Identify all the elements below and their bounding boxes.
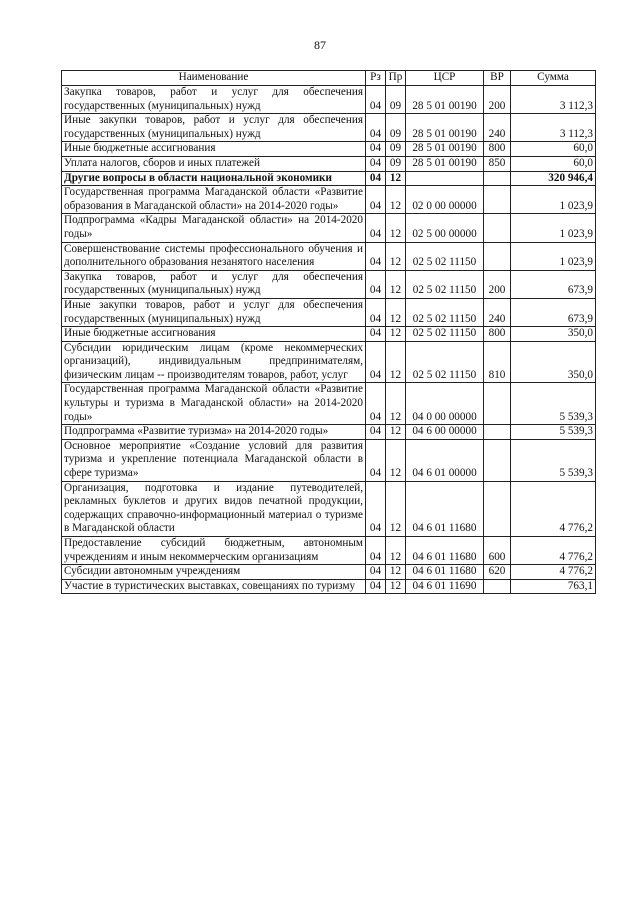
row-pr: 12 bbox=[386, 383, 406, 425]
row-pr: 09 bbox=[386, 142, 406, 157]
table-row bbox=[62, 579, 596, 594]
row-vr bbox=[484, 579, 511, 594]
row-name: Государственная программа Магаданской области «Развитие образования в Магаданской области» на 2014-2020 годы» bbox=[62, 186, 366, 214]
row-name: Иные бюджетные ассигнования bbox=[62, 142, 366, 157]
table-row bbox=[62, 270, 596, 298]
header-name: Наименование bbox=[62, 71, 366, 86]
row-pr: 09 bbox=[386, 86, 406, 114]
table-row bbox=[62, 186, 596, 214]
row-sum: 1 023,9 bbox=[511, 186, 596, 214]
row-pr: 12 bbox=[386, 439, 406, 481]
row-sum: 3 112,3 bbox=[511, 86, 596, 114]
row-rz: 04 bbox=[366, 142, 386, 157]
row-vr: 200 bbox=[484, 86, 511, 114]
row-name: Подпрограмма «Развитие туризма» на 2014-2020 годы» bbox=[62, 425, 366, 440]
row-rz: 04 bbox=[366, 383, 386, 425]
table-row bbox=[62, 481, 596, 536]
table-row bbox=[62, 156, 596, 171]
row-name: Другие вопросы в области национальной экономики bbox=[62, 171, 366, 186]
row-csr bbox=[406, 171, 484, 186]
row-sum: 4 776,2 bbox=[511, 481, 596, 536]
row-pr: 12 bbox=[386, 298, 406, 326]
row-vr: 800 bbox=[484, 327, 511, 342]
row-rz: 04 bbox=[366, 327, 386, 342]
row-name: Субсидии юридическим лицам (кроме некоммерческих организаций), индивидуальным предпринимателям, физическим лицам -- производителям товаров, работ, услуг bbox=[62, 341, 366, 383]
row-csr: 28 5 01 00190 bbox=[406, 86, 484, 114]
header-sum: Сумма bbox=[511, 71, 596, 86]
row-name: Иные закупки товаров, работ и услуг для обеспечения государственных (муниципальных) нужд bbox=[62, 114, 366, 142]
row-rz: 04 bbox=[366, 579, 386, 594]
row-sum: 673,9 bbox=[511, 270, 596, 298]
row-rz: 04 bbox=[366, 298, 386, 326]
table-row bbox=[62, 537, 596, 565]
row-csr: 02 5 02 11150 bbox=[406, 341, 484, 383]
row-sum: 5 539,3 bbox=[511, 439, 596, 481]
row-name: Участие в туристических выставках, совещаниях по туризму bbox=[62, 579, 366, 594]
row-pr: 12 bbox=[386, 341, 406, 383]
row-rz: 04 bbox=[366, 156, 386, 171]
row-name: Закупка товаров, работ и услуг для обеспечения государственных (муниципальных) нужд bbox=[62, 270, 366, 298]
row-sum: 1 023,9 bbox=[511, 214, 596, 242]
row-csr: 04 6 01 11680 bbox=[406, 481, 484, 536]
row-vr: 800 bbox=[484, 142, 511, 157]
row-vr bbox=[484, 214, 511, 242]
table-header-row bbox=[62, 71, 596, 86]
row-csr: 02 5 02 11150 bbox=[406, 242, 484, 270]
table-row bbox=[62, 341, 596, 383]
table-row bbox=[62, 425, 596, 440]
row-sum: 5 539,3 bbox=[511, 425, 596, 440]
row-vr: 850 bbox=[484, 156, 511, 171]
table-row bbox=[62, 242, 596, 270]
row-name: Государственная программа Магаданской области «Развитие культуры и туризма в Магаданской области» на 2014-2020 годы» bbox=[62, 383, 366, 425]
row-sum: 3 112,3 bbox=[511, 114, 596, 142]
row-sum: 350,0 bbox=[511, 341, 596, 383]
table-row bbox=[62, 142, 596, 157]
row-name: Иные закупки товаров, работ и услуг для обеспечения государственных (муниципальных) нужд bbox=[62, 298, 366, 326]
row-vr bbox=[484, 186, 511, 214]
row-vr bbox=[484, 242, 511, 270]
row-sum: 5 539,3 bbox=[511, 383, 596, 425]
row-vr: 240 bbox=[484, 298, 511, 326]
row-vr: 200 bbox=[484, 270, 511, 298]
row-sum: 60,0 bbox=[511, 142, 596, 157]
row-pr: 12 bbox=[386, 270, 406, 298]
row-name: Иные бюджетные ассигнования bbox=[62, 327, 366, 342]
page-number: 87 bbox=[314, 38, 326, 52]
row-vr: 620 bbox=[484, 565, 511, 580]
row-name: Организация, подготовка и издание путеводителей, рекламных буклетов и других видов печатной продукции, содержащих справочно-информационный материал о туризме в Магаданской области bbox=[62, 481, 366, 536]
row-csr: 28 5 01 00190 bbox=[406, 156, 484, 171]
row-rz: 04 bbox=[366, 186, 386, 214]
table-row bbox=[62, 565, 596, 580]
row-pr: 12 bbox=[386, 481, 406, 536]
row-vr bbox=[484, 425, 511, 440]
row-csr: 04 6 01 11680 bbox=[406, 565, 484, 580]
header-pr: Пр bbox=[386, 71, 406, 86]
row-sum: 673,9 bbox=[511, 298, 596, 326]
row-csr: 02 5 02 11150 bbox=[406, 298, 484, 326]
row-csr: 04 6 01 00000 bbox=[406, 439, 484, 481]
row-rz: 04 bbox=[366, 242, 386, 270]
header-csr: ЦСР bbox=[406, 71, 484, 86]
row-rz: 04 bbox=[366, 565, 386, 580]
header-rz: Рз bbox=[366, 71, 386, 86]
row-sum: 4 776,2 bbox=[511, 565, 596, 580]
row-sum: 60,0 bbox=[511, 156, 596, 171]
row-csr: 04 6 00 00000 bbox=[406, 425, 484, 440]
row-pr: 12 bbox=[386, 327, 406, 342]
row-vr: 600 bbox=[484, 537, 511, 565]
row-rz: 04 bbox=[366, 537, 386, 565]
row-rz: 04 bbox=[366, 270, 386, 298]
row-csr: 04 6 01 11680 bbox=[406, 537, 484, 565]
row-sum: 320 946,4 bbox=[511, 171, 596, 186]
row-name: Закупка товаров, работ и услуг для обеспечения государственных (муниципальных) нужд bbox=[62, 86, 366, 114]
table-row bbox=[62, 214, 596, 242]
table-row bbox=[62, 383, 596, 425]
row-name: Субсидии автономным учреждениям bbox=[62, 565, 366, 580]
row-vr: 810 bbox=[484, 341, 511, 383]
table-row bbox=[62, 86, 596, 114]
row-sum: 763,1 bbox=[511, 579, 596, 594]
row-pr: 12 bbox=[386, 537, 406, 565]
row-pr: 12 bbox=[386, 565, 406, 580]
table-body bbox=[62, 86, 596, 594]
row-csr: 02 0 00 00000 bbox=[406, 186, 484, 214]
row-csr: 04 6 01 11690 bbox=[406, 579, 484, 594]
table-row bbox=[62, 298, 596, 326]
row-pr: 12 bbox=[386, 579, 406, 594]
row-rz: 04 bbox=[366, 425, 386, 440]
row-name: Подпрограмма «Кадры Магаданской области» на 2014-2020 годы» bbox=[62, 214, 366, 242]
table-row bbox=[62, 327, 596, 342]
table-row bbox=[62, 439, 596, 481]
row-vr bbox=[484, 481, 511, 536]
row-name: Предоставление субсидий бюджетным, автономным учреждениям и иным некоммерческим организациям bbox=[62, 537, 366, 565]
row-name: Основное мероприятие «Создание условий для развития туризма и укрепление потенциала Магаданской области в сфере туризма» bbox=[62, 439, 366, 481]
row-rz: 04 bbox=[366, 341, 386, 383]
table-row bbox=[62, 114, 596, 142]
row-csr: 28 5 01 00190 bbox=[406, 114, 484, 142]
row-rz: 04 bbox=[366, 171, 386, 186]
row-pr: 12 bbox=[386, 171, 406, 186]
row-pr: 12 bbox=[386, 242, 406, 270]
row-pr: 09 bbox=[386, 114, 406, 142]
table-row bbox=[62, 171, 596, 186]
row-vr: 240 bbox=[484, 114, 511, 142]
row-name: Совершенствование системы профессионального обучения и дополнительного образования незанятого населения bbox=[62, 242, 366, 270]
row-csr: 02 5 02 11150 bbox=[406, 270, 484, 298]
row-rz: 04 bbox=[366, 214, 386, 242]
row-rz: 04 bbox=[366, 481, 386, 536]
row-name: Уплата налогов, сборов и иных платежей bbox=[62, 156, 366, 171]
row-rz: 04 bbox=[366, 439, 386, 481]
row-csr: 02 5 02 11150 bbox=[406, 327, 484, 342]
row-vr bbox=[484, 171, 511, 186]
row-sum: 4 776,2 bbox=[511, 537, 596, 565]
row-pr: 09 bbox=[386, 156, 406, 171]
header-vr: ВР bbox=[484, 71, 511, 86]
row-rz: 04 bbox=[366, 86, 386, 114]
row-csr: 28 5 01 00190 bbox=[406, 142, 484, 157]
row-vr bbox=[484, 383, 511, 425]
row-pr: 12 bbox=[386, 425, 406, 440]
row-rz: 04 bbox=[366, 114, 386, 142]
row-sum: 1 023,9 bbox=[511, 242, 596, 270]
budget-table bbox=[61, 70, 596, 594]
row-pr: 12 bbox=[386, 186, 406, 214]
row-sum: 350,0 bbox=[511, 327, 596, 342]
row-csr: 04 0 00 00000 bbox=[406, 383, 484, 425]
row-vr bbox=[484, 439, 511, 481]
row-pr: 12 bbox=[386, 214, 406, 242]
row-csr: 02 5 00 00000 bbox=[406, 214, 484, 242]
